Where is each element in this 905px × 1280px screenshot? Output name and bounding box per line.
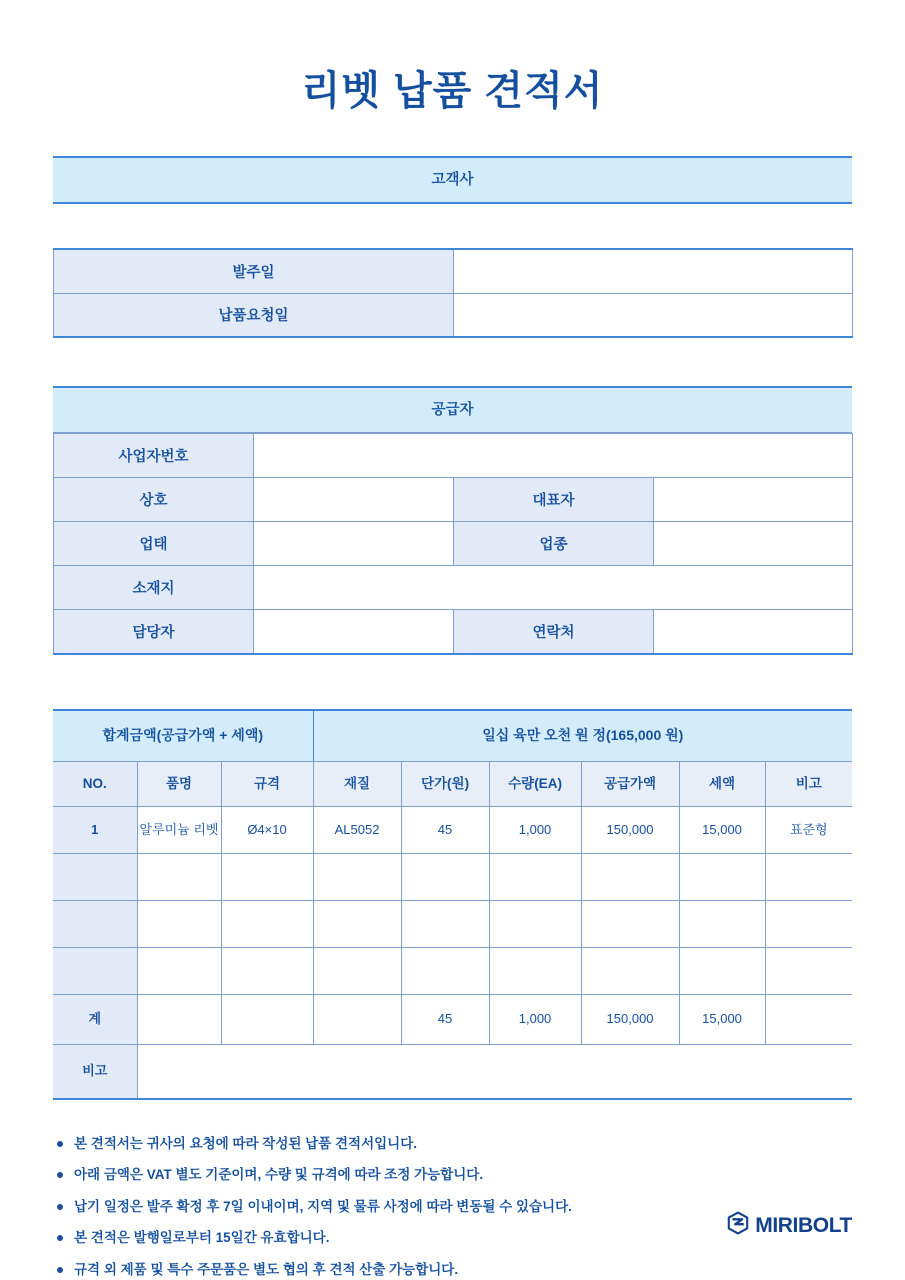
column-header-name: 품명: [137, 762, 221, 807]
business-type-value[interactable]: [254, 522, 454, 566]
item-no: [53, 901, 137, 948]
business-type-label: 업태: [54, 522, 254, 566]
total-remark: [765, 995, 852, 1045]
customer-section-header: 고객사: [53, 156, 852, 204]
item-unit-price[interactable]: 45: [401, 807, 489, 854]
item-quantity[interactable]: [489, 901, 581, 948]
table-row: [53, 901, 852, 948]
item-tax[interactable]: [679, 901, 765, 948]
biz-number-value[interactable]: [254, 434, 853, 478]
list-item: 규격 외 제품 및 특수 주문품은 별도 협의 후 견적 산출 가능합니다.: [53, 1260, 852, 1280]
item-quantity[interactable]: [489, 948, 581, 995]
item-no: [53, 854, 137, 901]
supplier-section: [53, 386, 852, 655]
supplier-section-header: 공급자: [53, 386, 852, 433]
table-row: [54, 434, 853, 478]
column-header-quantity: 수량(EA): [489, 762, 581, 807]
list-item: 납기 일정은 발주 확정 후 7일 이내이며, 지역 및 물류 사정에 따라 변동될 수 있습니다.: [53, 1197, 852, 1217]
table-row: [53, 854, 852, 901]
company-name-value[interactable]: [254, 478, 454, 522]
total-row-label: 계: [53, 995, 137, 1045]
total-amount-band: [53, 710, 852, 762]
biz-number-label: 사업자번호: [54, 434, 254, 478]
items-header-row: [53, 762, 852, 807]
item-material[interactable]: [313, 948, 401, 995]
item-spec[interactable]: [221, 948, 313, 995]
table-row: [54, 478, 853, 522]
address-value[interactable]: [254, 566, 853, 610]
column-header-remark: 비고: [765, 762, 852, 807]
item-remark[interactable]: [765, 948, 852, 995]
table-row: [54, 249, 853, 293]
column-header-spec: 규격: [221, 762, 313, 807]
ceo-label: 대표자: [454, 478, 654, 522]
item-material[interactable]: [313, 854, 401, 901]
page-title: 리벳 납품 견적서: [301, 69, 604, 113]
delivery-request-date-value[interactable]: [454, 293, 853, 337]
list-item: 본 견적은 발행일로부터 15일간 유효합니다.: [53, 1228, 852, 1248]
table-row: [53, 948, 852, 995]
items-note-label: 비고: [53, 1045, 137, 1099]
list-item: 아래 금액은 VAT 별도 기준이며, 수량 및 규격에 따라 조정 가능합니다.: [53, 1165, 852, 1185]
item-unit-price[interactable]: [401, 854, 489, 901]
contact-person-value[interactable]: [254, 610, 454, 654]
total-unit-price: 45: [401, 995, 489, 1045]
items-total-row: [53, 995, 852, 1045]
item-supply-amount[interactable]: 150,000: [581, 807, 679, 854]
total-amount-label: 합계금액(공급가액 + 세액): [53, 710, 313, 762]
item-quantity[interactable]: [489, 854, 581, 901]
total-supply-amount: 150,000: [581, 995, 679, 1045]
terms-notes-list: [53, 1134, 852, 1280]
order-date-label: 발주일: [54, 249, 454, 293]
item-remark[interactable]: 표준형: [765, 807, 852, 854]
total-tax: 15,000: [679, 995, 765, 1045]
item-spec[interactable]: Ø4×10: [221, 807, 313, 854]
total-name: [137, 995, 221, 1045]
business-item-value[interactable]: [654, 522, 853, 566]
order-date-value[interactable]: [454, 249, 853, 293]
miribolt-hexagon-icon: [726, 1211, 750, 1240]
item-tax[interactable]: [679, 948, 765, 995]
item-remark[interactable]: [765, 854, 852, 901]
item-unit-price[interactable]: [401, 948, 489, 995]
column-header-tax: 세액: [679, 762, 765, 807]
items-section: [53, 709, 852, 1100]
table-row: [54, 293, 853, 337]
table-row: [54, 610, 853, 654]
total-material: [313, 995, 401, 1045]
item-supply-amount[interactable]: [581, 948, 679, 995]
column-header-unit-price: 단가(원): [401, 762, 489, 807]
item-spec[interactable]: [221, 854, 313, 901]
items-table: [53, 709, 852, 1100]
column-header-material: 재질: [313, 762, 401, 807]
column-header-no: NO.: [53, 762, 137, 807]
total-spec: [221, 995, 313, 1045]
item-spec[interactable]: [221, 901, 313, 948]
items-note-row: [53, 1045, 852, 1099]
total-quantity: 1,000: [489, 995, 581, 1045]
brand-logo: [726, 1211, 852, 1240]
business-item-label: 업종: [454, 522, 654, 566]
item-quantity[interactable]: 1,000: [489, 807, 581, 854]
phone-value[interactable]: [654, 610, 853, 654]
item-no: [53, 948, 137, 995]
item-unit-price[interactable]: [401, 901, 489, 948]
item-name[interactable]: [137, 854, 221, 901]
order-info-table: [53, 248, 853, 338]
item-name[interactable]: 알루미늄 리벳: [137, 807, 221, 854]
phone-label: 연락처: [454, 610, 654, 654]
table-row: [54, 566, 853, 610]
table-row: [53, 807, 852, 854]
item-supply-amount[interactable]: [581, 901, 679, 948]
item-name[interactable]: [137, 948, 221, 995]
item-supply-amount[interactable]: [581, 854, 679, 901]
item-name[interactable]: [137, 901, 221, 948]
item-remark[interactable]: [765, 901, 852, 948]
brand-name: MIRIBOLT: [755, 1213, 852, 1237]
column-header-supply-amount: 공급가액: [581, 762, 679, 807]
delivery-request-date-label: 납품요청일: [54, 293, 454, 337]
item-tax[interactable]: 15,000: [679, 807, 765, 854]
table-row: [54, 522, 853, 566]
address-label: 소재지: [54, 566, 254, 610]
item-tax[interactable]: [679, 854, 765, 901]
ceo-value[interactable]: [654, 478, 853, 522]
total-amount-value: 일십 육만 오천 원 정(165,000 원): [313, 710, 852, 762]
list-item: 본 견적서는 귀사의 요청에 따라 작성된 납품 견적서입니다.: [53, 1134, 852, 1154]
item-material[interactable]: [313, 901, 401, 948]
supplier-info-table: [53, 433, 853, 655]
item-no: 1: [53, 807, 137, 854]
item-material[interactable]: AL5052: [313, 807, 401, 854]
company-name-label: 상호: [54, 478, 254, 522]
contact-person-label: 담당자: [54, 610, 254, 654]
items-note-value[interactable]: [137, 1045, 852, 1099]
